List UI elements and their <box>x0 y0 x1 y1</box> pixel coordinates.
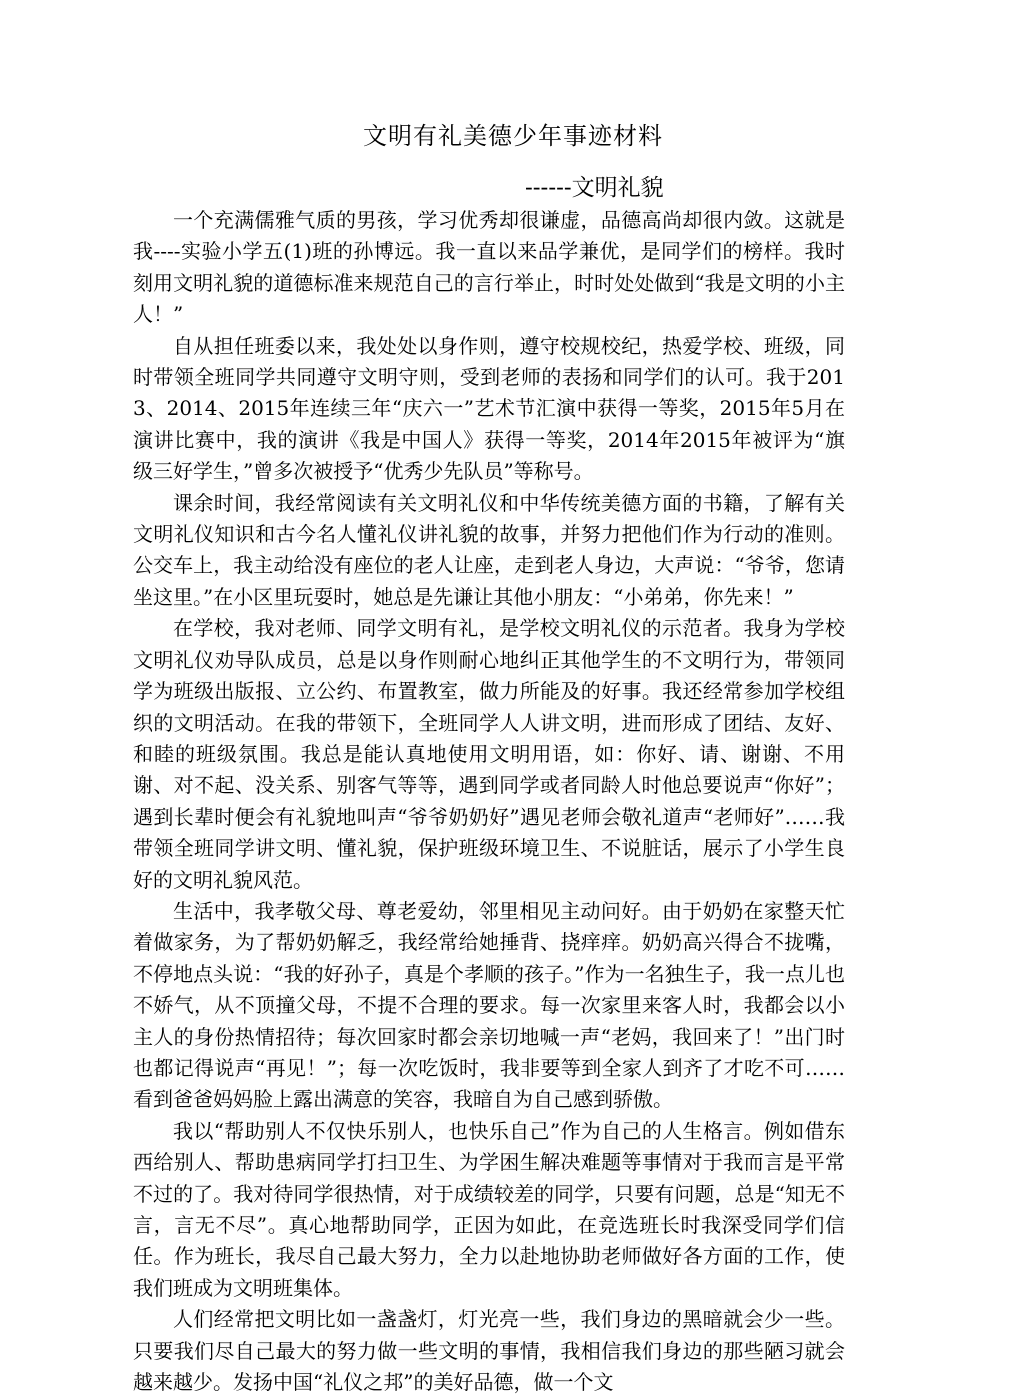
paragraph-conclusion: 人们经常把文明比如一盏盏灯，灯光亮一些，我们身边的黑暗就会少一些。只要我们尽自己最大的努力做一些文明的事情，我相信我们身边的那些陋习就会越来越少。发扬中国“礼仪之邦”的美好品德，做一个文 <box>133 1307 845 1395</box>
document-subtitle: ------文明礼貌 <box>525 175 664 201</box>
paragraph-spare-time: 课余时间，我经常阅读有关文明礼仪和中华传统美德方面的书籍，了解有关文明礼仪知识和古今名人懂礼仪讲礼貌的故事，并努力把他们作为行动的准则。公交车上，我主动给没有座位的老人让座，走到老人身边，大声说：“爷爷，您请坐这里。”在小区里玩耍时，她总是先谦让其他小朋友：“小弟弟，你先来！” <box>133 490 845 609</box>
paragraph-family-life: 生活中，我孝敬父母、尊老爱幼，邻里相见主动问好。由于奶奶在家整天忙着做家务，为了帮奶奶解乏，我经常给她捶背、挠痒痒。奶奶高兴得合不拢嘴，不停地点头说：“我的好孙子，真是个孝顺的孩子。”作为一名独生子，我一点儿也不娇气，从不顶撞父母，不提不合理的要求。每一次家里来客人时，我都会以小主人的身份热情招待；每次回家时都会亲切地喊一声“老妈，我回来了！”出门时也都记得说声“再见！”；每一次吃饭时，我非要等到全家人到齐了才吃不可……看到爸爸妈妈脸上露出满意的笑容，我暗自为自己感到骄傲。 <box>133 898 845 1112</box>
document-body <box>133 205 845 1398</box>
paragraph-class-committee: 自从担任班委以来，我处处以身作则，遵守校规校纪，热爱学校、班级，同时带领全班同学共同遵守文明守则，受到老师的表扬和同学们的认可。我于2013、2014、2015年连续三年“庆六一”艺术节汇演中获得一等奖，2015年5月在演讲比赛中，我的演讲《我是中国人》获得一等奖，2014年2015年被评为“旗级三好学生，”曾多次被授予“优秀少先队员”等称号。 <box>133 333 845 484</box>
paragraph-helping-others: 我以“帮助别人不仅快乐别人，也快乐自己”作为自己的人生格言。例如借东西给别人、帮助患病同学打扫卫生、为学困生解决难题等事情对于我而言是平常不过的了。我对待同学很热情，对于成绩较差的同学，只要有问题，总是“知无不言，言无不尽”。真心地帮助同学，正因为如此，在竞选班长时我深受同学们信任。作为班长，我尽自己最大努力，全力以赴地协助老师做好各方面的工作，使我们班成为文明班集体。 <box>133 1118 845 1300</box>
paragraph-school: 在学校，我对老师、同学文明有礼，是学校文明礼仪的示范者。我身为学校文明礼仪劝导队成员，总是以身作则耐心地纠正其他学生的不文明行为，带领同学为班级出版报、立公约、布置教室，做力所能及的好事。我还经常参加学校组织的文明活动。在我的带领下，全班同学人人讲文明，进而形成了团结、友好、和睦的班级氛围。我总是能认真地使用文明用语，如：你好、请、谢谢、不用谢、对不起、没关系、别客气等等，遇到同学或者同龄人时他总要说声“你好”；遇到长辈时便会有礼貌地叫声“爷爷奶奶好”遇见老师会敬礼道声“老师好”……我带领全班同学讲文明、懂礼貌，保护班级环境卫生、不说脏话，展示了小学生良好的文明礼貌风范。 <box>133 616 845 892</box>
paragraph-intro: 一个充满儒雅气质的男孩，学习优秀却很谦虚，品德高尚却很内敛。这就是我----实验小学五(1)班的孙博远。我一直以来品学兼优，是同学们的榜样。我时刻用文明礼貌的道德标准来规范自己的言行举止，时时处处做到“我是文明的小主人！” <box>133 208 845 327</box>
document-title: 文明有礼美德少年事迹材料 <box>363 122 663 150</box>
